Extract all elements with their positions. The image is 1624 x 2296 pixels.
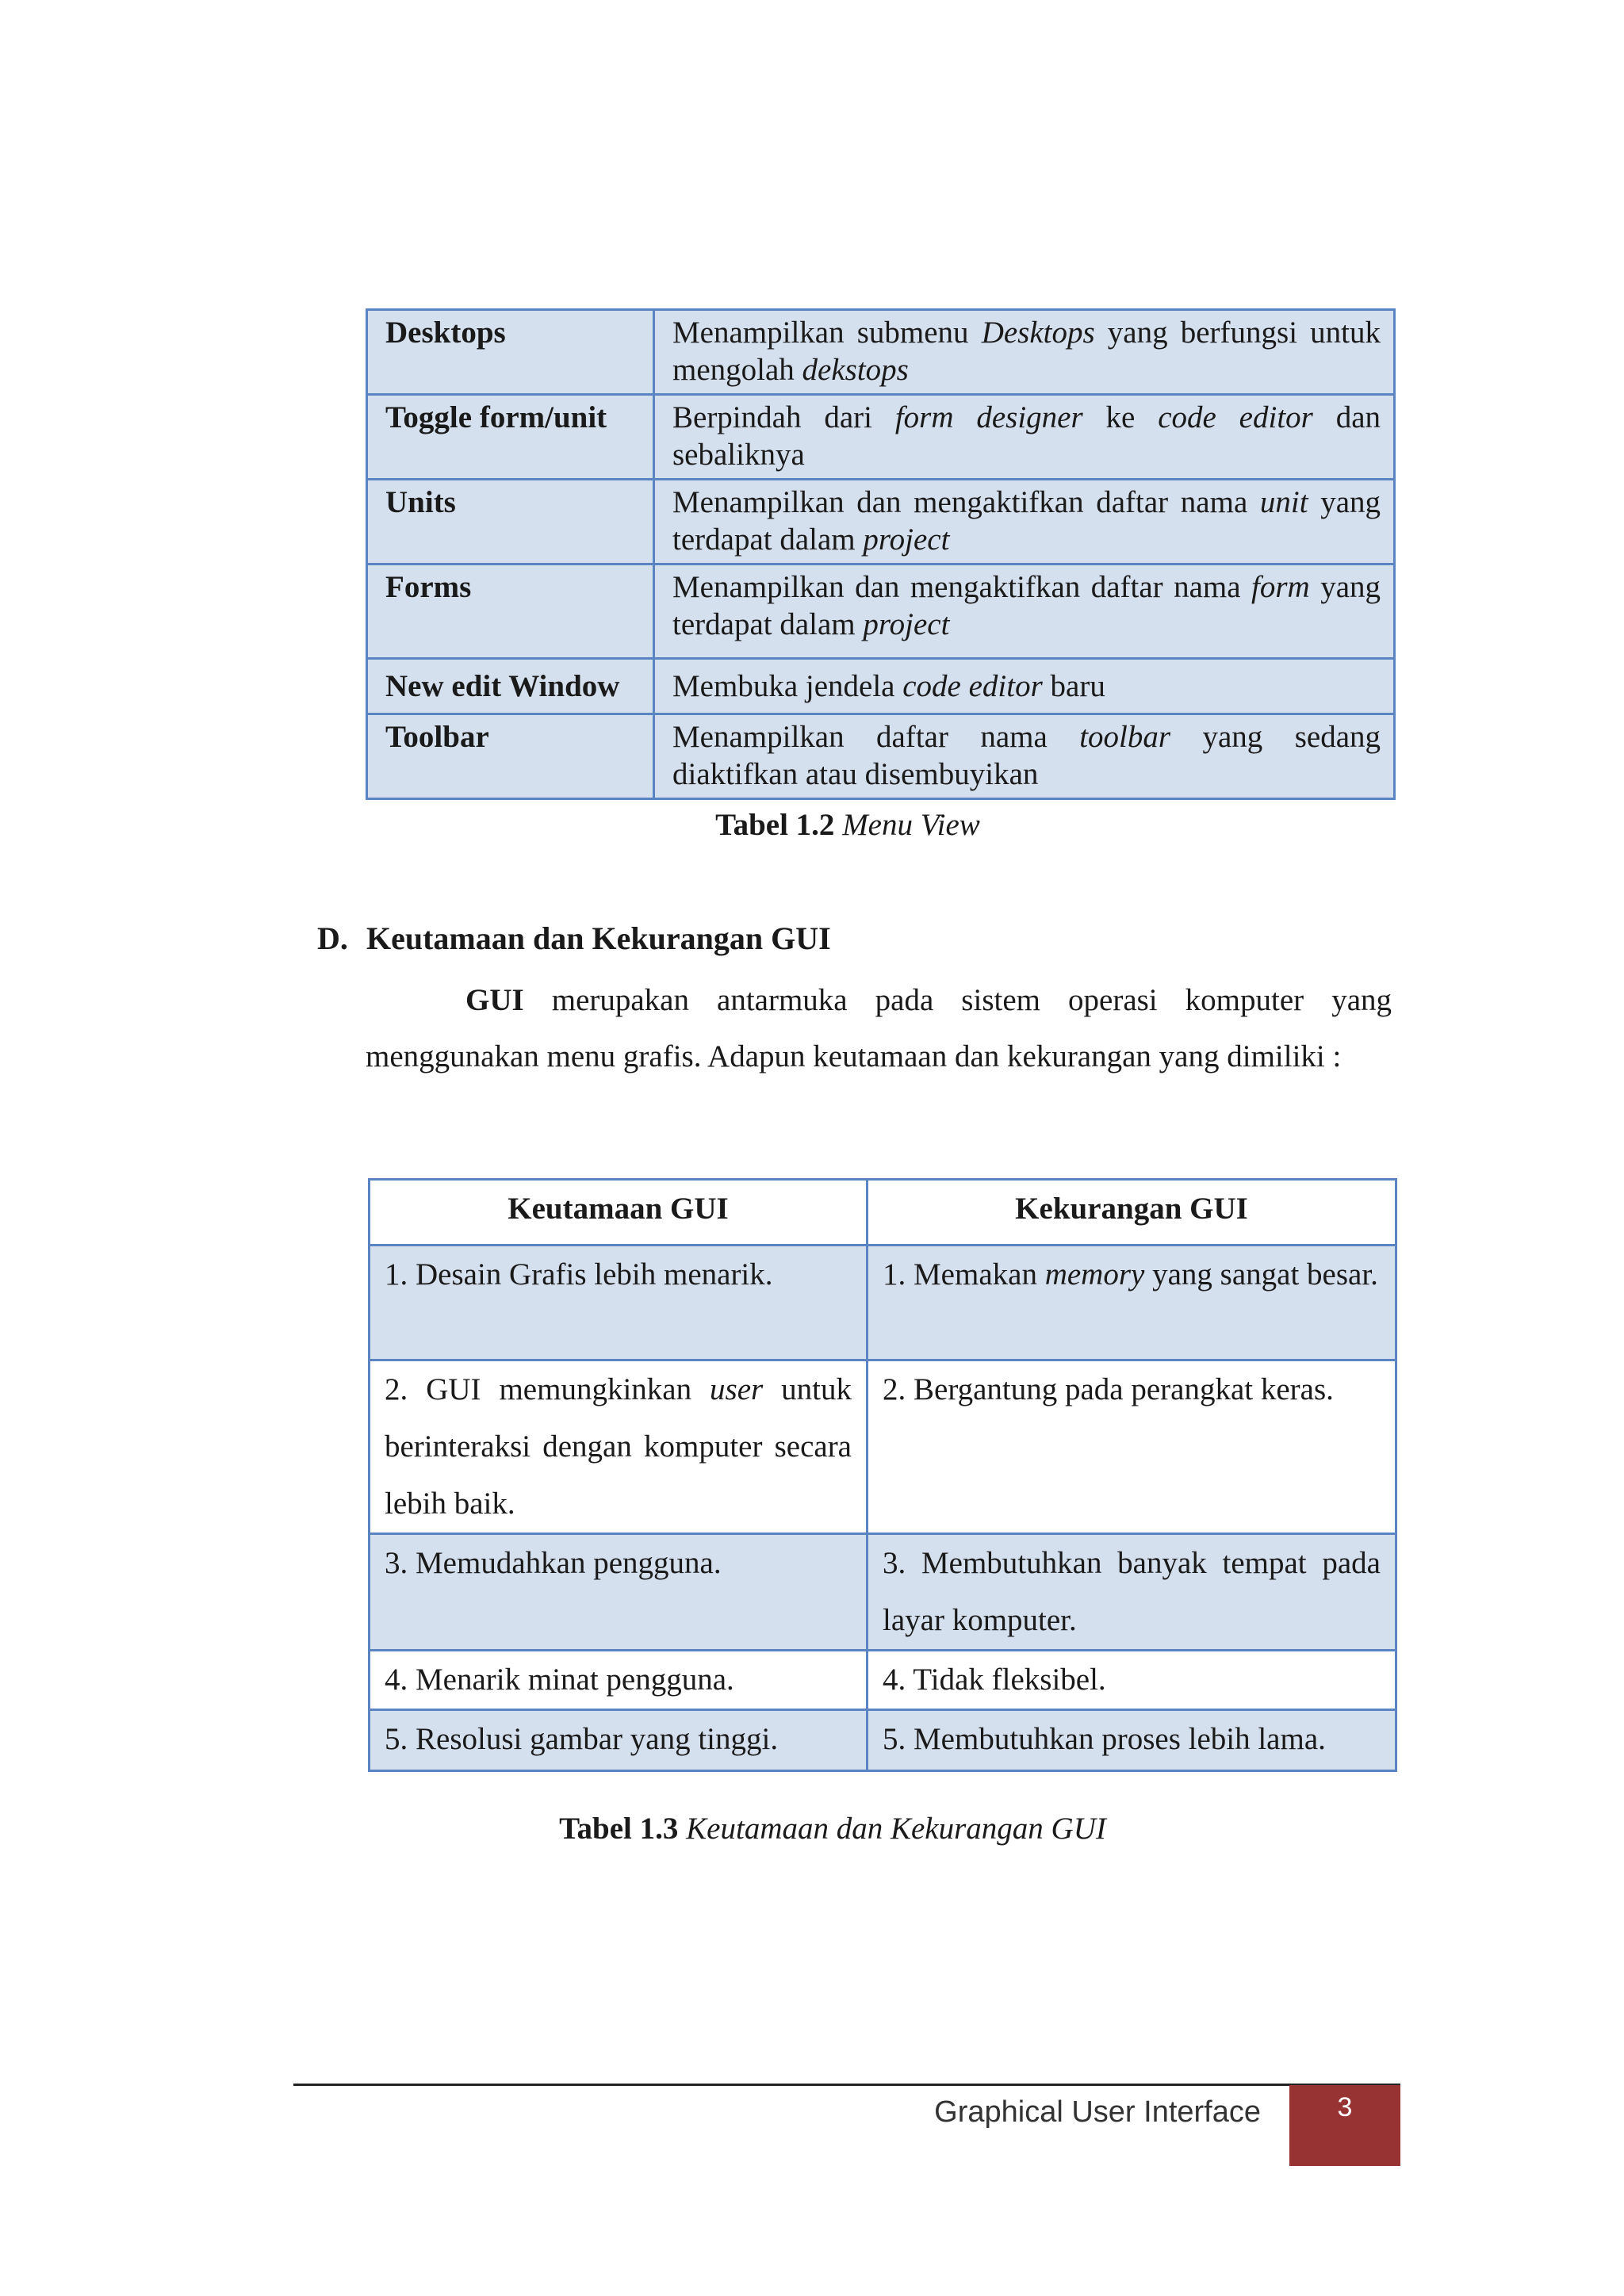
table-cell-pro: 3. Memudahkan pengguna. bbox=[370, 1534, 868, 1651]
table-cell-con: 2. Bergantung pada perangkat keras. bbox=[868, 1360, 1396, 1534]
para-text: merupakan antarmuka pada sistem operasi komputer yang menggunakan menu grafis. Adapun keutamaan dan kekurangan yang dimiliki : bbox=[366, 983, 1392, 1073]
body-paragraph bbox=[366, 972, 1392, 1085]
caption-title: Menu View bbox=[842, 808, 980, 842]
table-cell-desc: Menampilkan dan mengaktifkan daftar nama unit yang terdapat dalam project bbox=[654, 480, 1395, 564]
table-row bbox=[370, 1360, 1396, 1534]
column-header-kekurangan: Kekurangan GUI bbox=[868, 1180, 1396, 1246]
table-row bbox=[367, 480, 1395, 564]
table-cell-pro: 5. Resolusi gambar yang tinggi. bbox=[370, 1710, 868, 1771]
page-number: 3 bbox=[1337, 2092, 1353, 2122]
table-cell-desc: Menampilkan daftar nama toolbar yang sedang diaktifkan atau disembuyikan bbox=[654, 714, 1395, 799]
table-cell-con: 1. Memakan memory yang sangat besar. bbox=[868, 1246, 1396, 1360]
table-cell-term: Toggle form/unit bbox=[367, 395, 654, 480]
footer-divider bbox=[293, 2084, 1400, 2086]
running-title: Graphical User Interface bbox=[934, 2095, 1261, 2129]
table-row bbox=[367, 714, 1395, 799]
table-row bbox=[367, 564, 1395, 659]
column-header-keutamaan: Keutamaan GUI bbox=[370, 1180, 868, 1246]
table-cell-con: 4. Tidak fleksibel. bbox=[868, 1651, 1396, 1710]
table-cell-term: Units bbox=[367, 480, 654, 564]
table-cell-con: 3. Membutuhkan banyak tempat pada layar komputer. bbox=[868, 1534, 1396, 1651]
table-cell-desc: Membuka jendela code editor baru bbox=[654, 659, 1395, 714]
table-cell-pro: 2. GUI memungkinkan user untuk berinteraksi dengan komputer secara lebih baik. bbox=[370, 1360, 868, 1534]
table-cell-desc: Menampilkan dan mengaktifkan daftar nama form yang terdapat dalam project bbox=[654, 564, 1395, 659]
section-title: Keutamaan dan Kekurangan GUI bbox=[366, 920, 831, 956]
para-bold-term: GUI bbox=[465, 983, 524, 1017]
table-row bbox=[367, 310, 1395, 395]
table-row bbox=[367, 395, 1395, 480]
table-cell-term: Toolbar bbox=[367, 714, 654, 799]
table-cell-desc: Menampilkan submenu Desktops yang berfungsi untuk mengolah dekstops bbox=[654, 310, 1395, 395]
table-menu-view bbox=[366, 308, 1396, 800]
table-cell-term: Desktops bbox=[367, 310, 654, 395]
caption-label: Tabel 1.2 bbox=[715, 808, 835, 842]
table-cell-term: New edit Window bbox=[367, 659, 654, 714]
table-row bbox=[370, 1534, 1396, 1651]
table-cell-term: Forms bbox=[367, 564, 654, 659]
table-cell-pro: 1. Desain Grafis lebih menarik. bbox=[370, 1246, 868, 1360]
table-cell-con: 5. Membutuhkan proses lebih lama. bbox=[868, 1710, 1396, 1771]
table-gui-pros-cons bbox=[368, 1178, 1397, 1772]
table-row bbox=[370, 1710, 1396, 1771]
caption-label: Tabel 1.3 bbox=[559, 1812, 679, 1846]
table-caption bbox=[36, 806, 1624, 844]
table-row bbox=[367, 659, 1395, 714]
table-cell-pro: 4. Menarik minat pengguna. bbox=[370, 1651, 868, 1710]
section-heading bbox=[317, 920, 831, 958]
caption-title: Keutamaan dan Kekurangan GUI bbox=[686, 1812, 1106, 1846]
table-row bbox=[370, 1246, 1396, 1360]
table-row bbox=[370, 1651, 1396, 1710]
table-cell-desc: Berpindah dari form designer ke code editor dan sebaliknya bbox=[654, 395, 1395, 480]
section-number: D. bbox=[317, 920, 348, 956]
page-number-box bbox=[1289, 2085, 1400, 2166]
table-header-row bbox=[370, 1180, 1396, 1246]
table-caption bbox=[21, 1810, 1624, 1848]
